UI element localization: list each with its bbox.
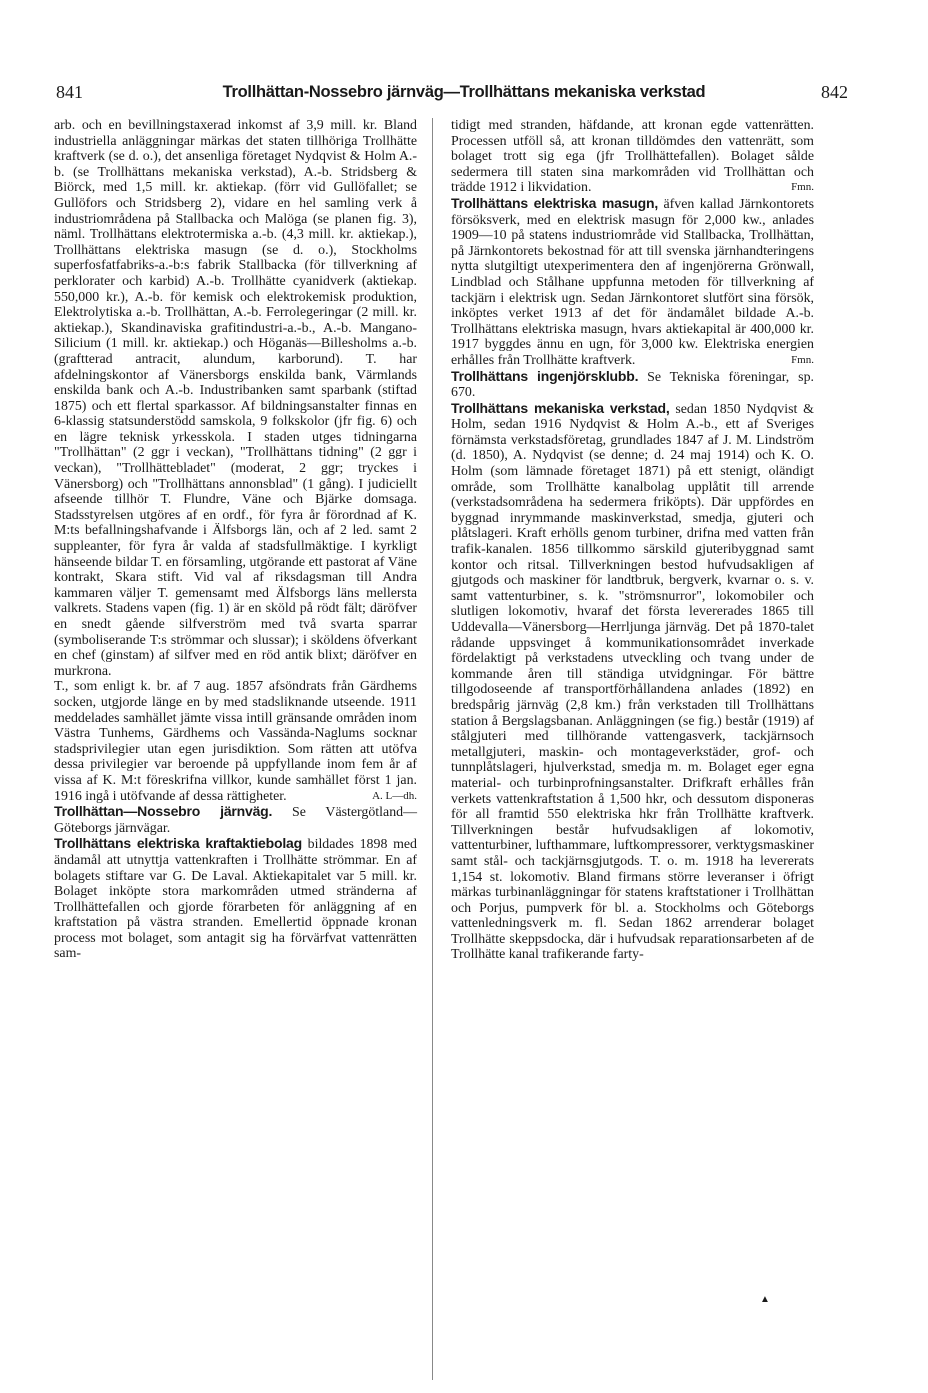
paragraph-trollhattan-city-cont: arb. och en bevillningstaxerad inkomst af 3,9 mill. kr. Bland industriella anläggningar märkas det staten tillhöriga Trollhätte kraftverk (se d. o.), det ansenliga företaget Nydqvist & Holm A.-b. (se Trollhättans mekaniska verkstad), A.-b. Stridsberg & Biörck, med 1,5 mill. kr. aktiekap. (förr vid Gullöfallet; se Gullöfors och Stridsberg 2), vidare en hel samling verk å industriområdena på Stallbacka och Malöga (se planen fig. 3), näml. Trollhättans elektrotermiska a.-b. (4,3 mill. kr. aktiekap.), Trollhättans elektriska masugn (se d. o.), Stockholms superfosfatfabriks-a.-b:s fabrik Stallbacka (för tillverkning af perklorater och karbid) A.-b. Trollhätte cyanidverk (aktiekap. 550,000 kr.), A.-b. för kemisk och elektrokemisk produktion, Elektrolytiska a.-b. Trollhättan, A.-b. Ferrolegeringar (2 mill. kr. aktiekap.), Skandinaviska grafitindustri-a.-b., A.-b. Mangano-Silicium (1 mill. kr. aktiekap.) och Höganäs—Billesholms a.-b. (graftterad antracit, alundum, karborund). T. har afdelningskontor af Vänersborgs enskilda bank, Värmlands enskilda bank och A.-b. Industribanken samt sparbank (stiftad 1875) och ett flertal sparkassor. Af bildningsanstalter finnas en 6-klassig statsunderstödd samskola, 9 folkskolor (jfr fig. 6) och en lägre teknisk yrkesskola. I staden utges tidningarna "Trollhättan" (2 ggr i veckan), "Trollhättans tidning" (2 ggr i veckan), "Trollhättebladet" (moderat, 2 ggr; tryckes i Vänersborg) och "Trollhättans annonsblad" (1 gång). I judiciellt afseende tillhör T. Flundre, Väne och Bjärke domsaga. Stadsstyrelsen utgöres af en ordf., för fyra år förordnad af K. M:ts befallningshafvande i Älfsborgs län, och af 2 led. samt 2 suppleanter, för fyra år valda af stadsfullmäktige. I kyrkligt hänseende bildar T. en församling, utgörande ett pastorat af Väne kontrakt, Skara stift. Vid val af riksdagsman till Andra kammaren väljer T. gemensamt med Älfsborgs läns mellersta valkrets. Stadens vapen (fig. 1) är en sköld på rödt fält; däröfver en snedt gående silfverström med två svarta sparrar (symboliserande T:s strömmar och slussar); i sköldens öfverkant en chef (ginstam) af silfver med en röd antik blixt; däröfver en murkrona. xyxy=(54,118,417,679)
entry-text: sedan 1850 Nydqvist & Holm, sedan 1916 Nydqvist & Holm A.-b., ett af Sveriges förnämsta verkstadsföretag, grundlades 1847 af J. M. Lindström (d. 1850), A. Nydqvist (se denne; d. 24 maj 1914) och K. O. Holm (som lämnade företaget 1871) på ett stenigt, oländigt område, som Trollhätte kanalbolag upplåtit till arrende (verkstadsområdena ha sedermera friköpts). Där uppfördes en byggnad inrymmande maskinverkstad, smedja, gjuteri och plåtslageri. Kraft erhölls genom turbiner, drifna med vatten från trafik-kanalen. 1856 tillkommo särskild gjuteribyggnad samt kontor och ritsal. Tillverkningen bestod hufvudsakligen af gjutgods och maskiner för landtbruk, bergverk, kvarnar o. s. v. samt vattenturbiner, s. k. "strömsnurror", lokomobiler och slutligen lokomotiv, hvaraf det första levererades 1865 till Uddevalla—Vänersborg—Herrljunga järnväg. Det på 1870-talet rådande uppsvinget å kommunikationsområdet inverkade fördelaktigt på verkstadens utveckling och tvang under de kommande åren till ständiga utvidgningar. För bättre tillgodoseende af transportförhållandena anlades (1892) en bredspårig järnväg (2,8 km.) från verkstaden till Trollhättans station å Bergslagsbanan. Anläggningen (se fig.) består (1919) af stålgjuteri med tillhörande vattengasverk, tackjärnsoch metallgjuteri, maskin- och montageverkstäder, grof- och tunnplåtslageri, hjulverkstad, smedja m. m. Bolaget eger egna material- och turbinprofningsanstalter. Drifkraft erhålles från verkets vattenkraftstation å 1,500 hkr, och dessutom disponeras för all framtid 550 elektriska hkr från Trollhätte kraftverk. Tillverkningen består hufvudsakligen af lokomotiv, vattenturbiner, lufthammare, luftkompressorer, verktygsmaskiner samt stål- och tackjärnsgjutgods. T. o. m. 1918 ha levererats 1,154 st. lokomotiv. Bland firmans större leveranser i öfrigt märkas turbinanläggningar för statens kraftstationer i Trollhättan och Porjus, pumpverk för bl. a. Stockholms och Göteborgs vattenledningsverk m. fl. Sedan 1862 arrenderar bolaget Trollhätte skeppsdocka, där i hufvudsak reparationsarbeten af de Trollhätte kanal trafikerande farty- xyxy=(451,401,814,963)
paragraph-kraftaktiebolag-cont xyxy=(451,118,814,196)
entry-text: bildades 1898 med ändamål att utnyttja vattenkraften i Trollhätte strömmar. En af bolagets stiftare var G. De Laval. Aktiekapitalet var 5 mill. kr. Bolaget inköpte stora markområden utmed stränderna af Trollhättefallen och gjorde förarbeten för anläggning af en kraftstation på västra stranden. Emellertid öppnade kronan process mot bolaget, som antagit sig ha förvärfvat vattenrätten sam- xyxy=(54,837,417,962)
entry-text: Se Tekniska föreningar, sp. 670. xyxy=(451,369,814,401)
entry-elektriska-masugn xyxy=(451,196,814,369)
left-column xyxy=(54,118,417,962)
entry-headword: Trollhättans ingenjörsklubb. xyxy=(451,367,639,384)
paragraph-trollhattan-history xyxy=(54,679,417,804)
entry-text: äfven kallad Järnkontorets försöksverk, med en elektrisk masugn för 2,000 kw., anlades 1909—10 på statens industriområde vid Stallbacka, Trollhättan, på Järnkontorets bekostnad för att till svenska järnhandteringens nytta slutgiltigt utexperimentera den af ingenjörerna Grönwall, Lindblad och Stålhane uppfunna metoden för tillverkning af tackjärn i elektrisk ugn. Sedan Järnkontoret slutfört sina försök, inköptes verket 1913 af det för ändamålet bildade A.-b. Trollhättans elektriska masugn, hvars aktiekapital är 400,000 kr. 1917 byggdes ännu en ugn, för 3,000 kw. Elektriska energien erhålles från Trollhätte kraftverk. xyxy=(451,196,814,368)
author-signature: Fmn. xyxy=(791,353,814,366)
column-divider xyxy=(432,118,433,1380)
running-head: Trollhättan-Nossebro järnväg—Trollhättans mekaniska verkstad xyxy=(222,83,706,101)
entry-ingenjorsklubb xyxy=(451,369,814,401)
page-number-left: 841 xyxy=(56,82,83,102)
paragraph-text: T., som enligt k. br. af 7 aug. 1857 afsöndrats från Gärdhems socken, utgjorde länge en by med stadsliknande utseende. 1911 meddelades samhället jämte vissa intill gränsande områden inom Västra Tunhems, Gärdhems och Vassända-Naglums socknar stadsprivilegier utan egen jurisdiktion. Som rätten att utöfva dessa privilegier var beroende på uppfyllande inom fem år af vissa af K. M:t föreskrifna villkor, kunde samhället först 1 jan. 1916 ingå i utöfvande af dessa rättigheter. xyxy=(54,679,417,804)
entry-headword: Trollhättans elektriska kraftaktiebolag xyxy=(54,835,302,852)
entry-headword: Trollhättans elektriska masugn, xyxy=(451,194,659,211)
entry-text: Se Västergötland—Göteborgs järnvägar. xyxy=(54,805,417,836)
entry-headword: Trollhättan—Nossebro järnväg. xyxy=(54,803,273,820)
printer-mark-icon: ▲ xyxy=(760,1294,770,1305)
right-column xyxy=(451,118,814,963)
entry-elektriska-kraftaktiebolag xyxy=(54,836,417,962)
author-signature: A. L—dh. xyxy=(372,789,417,802)
page-number-right: 842 xyxy=(821,82,848,102)
paragraph-text: tidigt med stranden, häfdande, att kronan egde vattenrätten. Processen utföll så, att kronan tilldömdes den vattenrätt, som bolaget trott sig ega (jfr Trollhättefallen). Bolaget sålde sedermera till staten sina markområden vid Trollhättan och trädde 1912 i likvidation. xyxy=(451,118,814,196)
entry-headword: Trollhättans mekaniska verkstad, xyxy=(451,399,670,416)
entry-mekaniska-verkstad xyxy=(451,401,814,963)
page-header xyxy=(40,81,888,103)
entry-trollhattan-nossebro xyxy=(54,804,417,836)
author-signature: Fmn. xyxy=(791,181,814,194)
